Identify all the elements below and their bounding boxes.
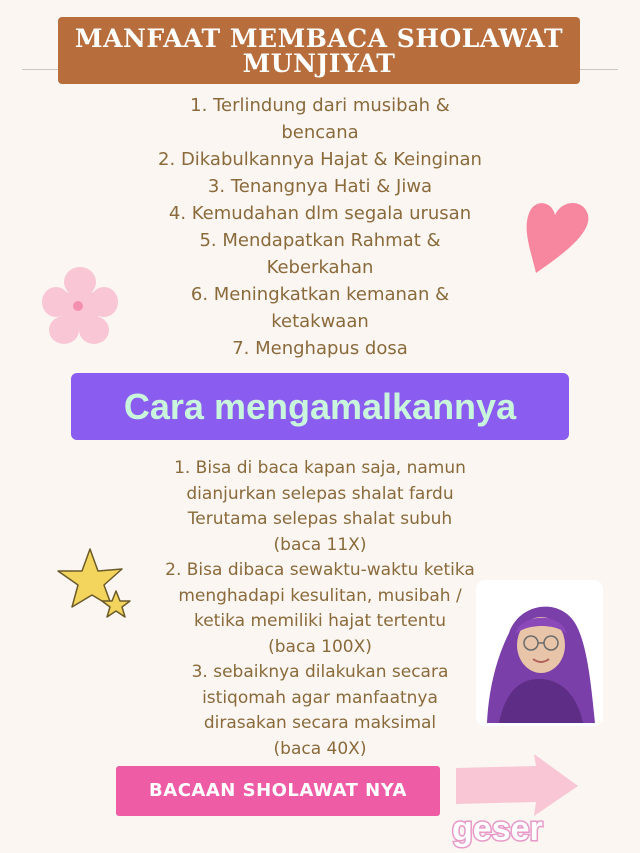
practice-line: dirasakan secara maksimal [203, 713, 437, 733]
heart-sticker-icon [522, 193, 592, 275]
practice-line: istiqomah agar manfaatnya [202, 687, 438, 708]
benefit-line: 4. Kemudahan dlm segala urusan [168, 203, 472, 224]
swipe-label: geser [452, 810, 543, 848]
benefit-line: 7. Menghapus dosa [232, 338, 408, 359]
bacaan-sholawat-button[interactable] [116, 766, 440, 816]
page-title [58, 17, 580, 84]
benefit-line: 1. Terlindung dari musibah & [190, 95, 450, 116]
profile-photo [479, 583, 600, 723]
benefit-line: Keberkahan [266, 257, 374, 278]
flower-sticker-icon [42, 266, 118, 346]
benefit-line: 5. Mendapatkan Rahmat & [199, 230, 441, 251]
benefit-line: ketakwaan [271, 311, 369, 332]
arrow-right-sticker-icon [452, 752, 582, 818]
star-sticker-icon [54, 545, 134, 625]
practice-line: Terutama selepas shalat subuh [187, 509, 453, 529]
practice-list [110, 456, 530, 762]
benefits-list [90, 92, 550, 362]
section-title-box [71, 373, 569, 440]
practice-line: (baca 11X) [273, 534, 367, 555]
bacaan-sholawat-label: BACAAN SHOLAWAT NYA [149, 780, 407, 801]
benefit-line: 2. Dikabulkannya Hajat & Keinginan [158, 149, 482, 170]
practice-line: 3. sebaiknya dilakukan secara [191, 662, 449, 682]
benefit-line: 6. Meningkatkan kemanan & [190, 284, 450, 305]
practice-line: dianjurkan selepas shalat fardu [186, 483, 454, 504]
practice-line: ketika memiliki hajat tertentu [193, 611, 447, 631]
practice-line: (baca 100X) [268, 636, 372, 657]
practice-line: 2. Bisa dibaca sewaktu-waktu ketika [165, 560, 475, 580]
practice-line: 1. Bisa di baca kapan saja, namun [174, 458, 466, 478]
section-title: Cara mengamalkannya [123, 386, 517, 427]
portrait-image [479, 583, 600, 723]
benefit-line: 3. Tenangnya Hati & Jiwa [207, 176, 433, 197]
practice-line: menghadapi kesulitan, musibah / [178, 585, 462, 606]
title-line-2: MUNJIYAT [242, 48, 396, 78]
benefit-line: bencana [281, 122, 359, 143]
practice-line: (baca 40X) [273, 738, 367, 759]
title-line-1: MANFAAT MEMBACA SHOLAWAT [74, 23, 564, 53]
